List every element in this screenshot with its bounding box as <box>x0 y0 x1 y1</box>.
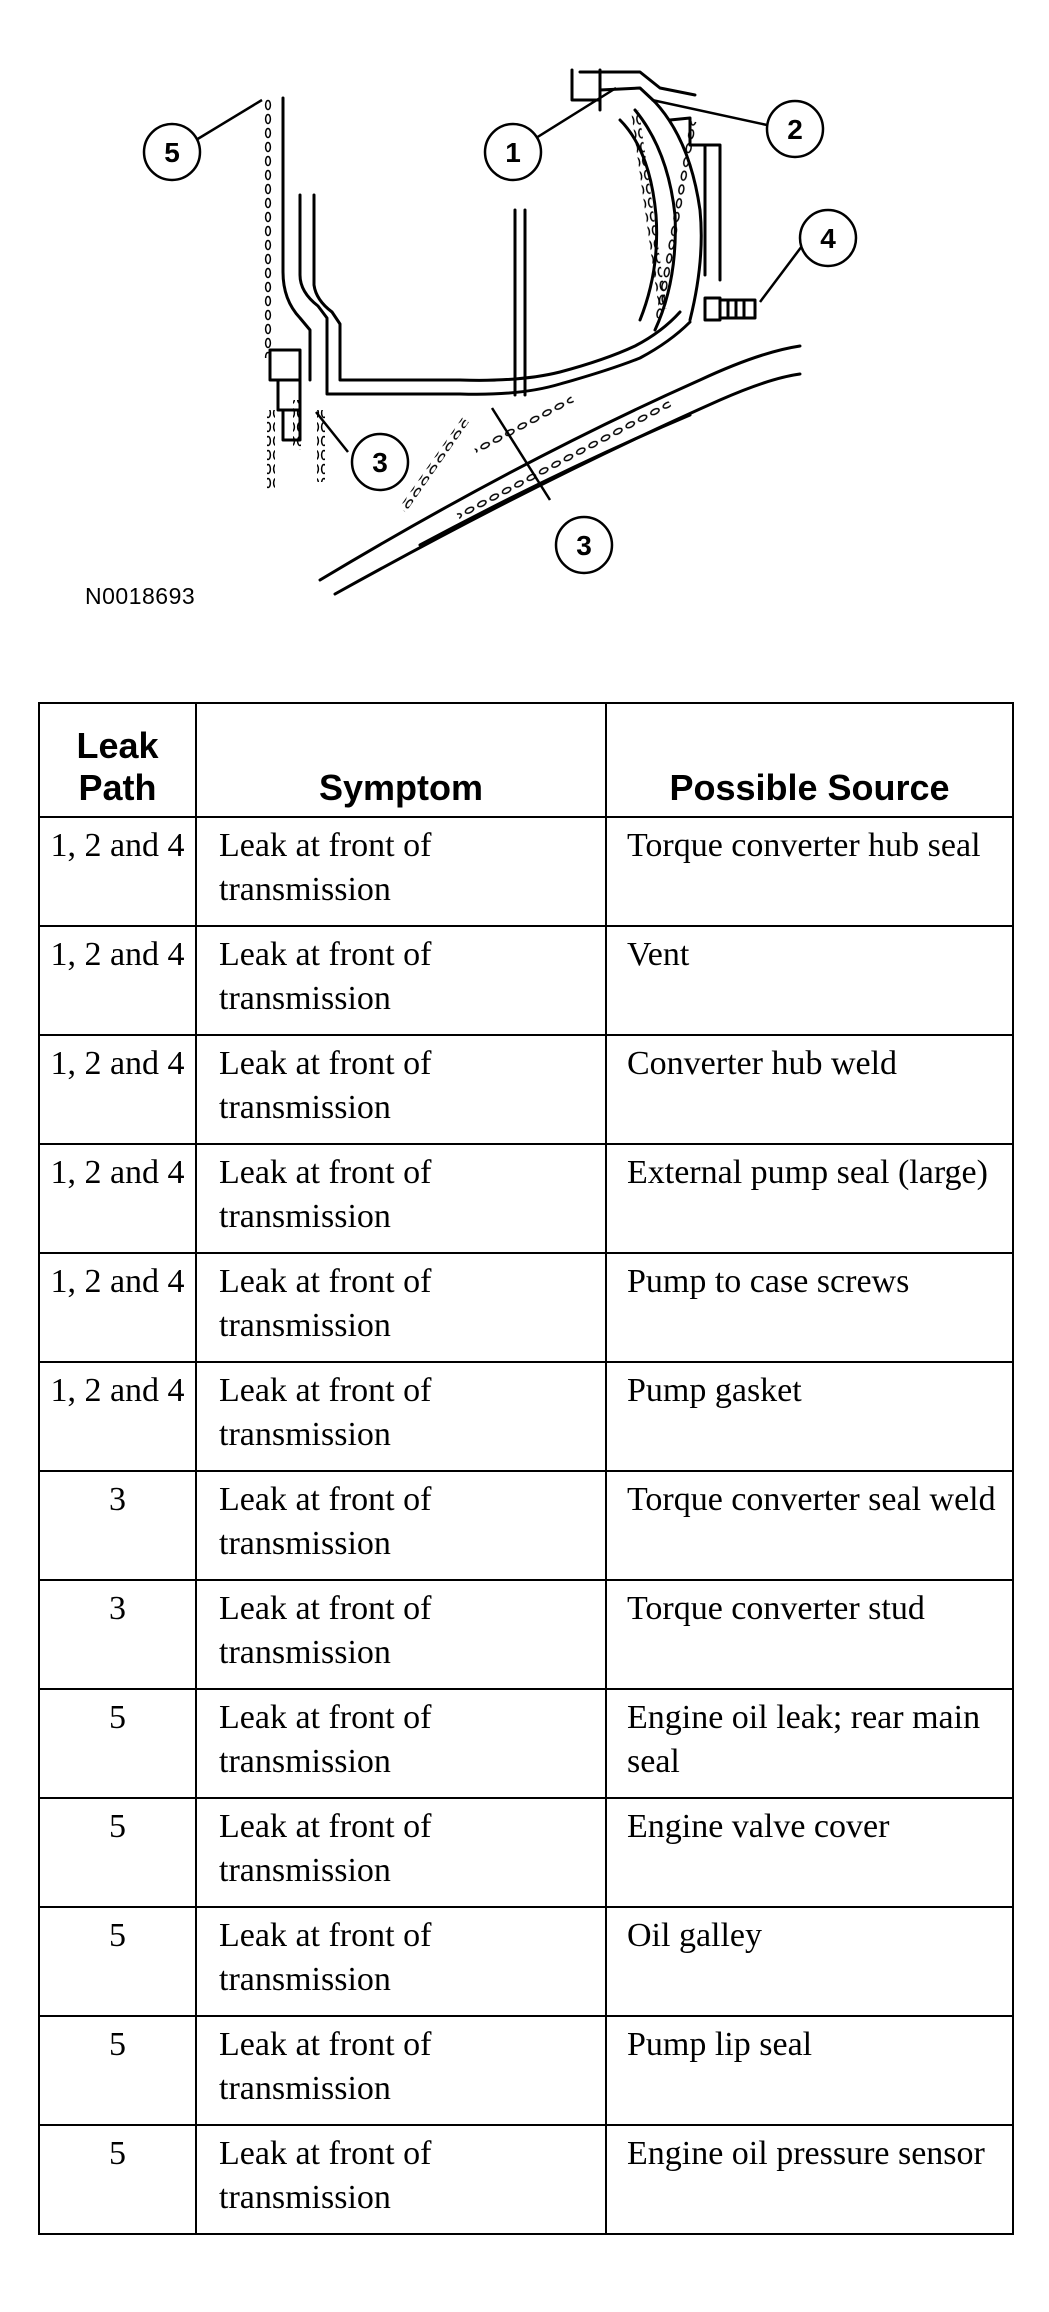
callout-3-right <box>556 517 612 573</box>
symptom-cell: Leak at front of transmission <box>196 1907 606 2016</box>
leak-path-cell: 1, 2 and 4 <box>39 817 196 926</box>
leak-diagnosis-table <box>38 702 1014 2235</box>
table-row <box>39 1689 1013 1798</box>
callout-2 <box>767 101 823 157</box>
symptom-cell: Leak at front of transmission <box>196 1144 606 1253</box>
transmission-leak-diagram <box>0 0 1049 620</box>
header-symptom: Symptom <box>196 703 606 817</box>
symptom-cell: Leak at front of transmission <box>196 1035 606 1144</box>
possible-source-cell: Converter hub weld <box>606 1035 1013 1144</box>
possible-source-cell: Pump lip seal <box>606 2016 1013 2125</box>
possible-source-cell: Pump to case screws <box>606 1253 1013 1362</box>
leak-path-cell: 1, 2 and 4 <box>39 1144 196 1253</box>
table-row <box>39 1907 1013 2016</box>
leak-path-cell: 1, 2 and 4 <box>39 1253 196 1362</box>
possible-source-cell: Oil galley <box>606 1907 1013 2016</box>
table-row <box>39 1798 1013 1907</box>
table-row <box>39 2016 1013 2125</box>
callout-5-label: 5 <box>164 137 180 168</box>
table-row <box>39 1580 1013 1689</box>
symptom-cell: Leak at front of transmission <box>196 1798 606 1907</box>
possible-source-cell: Torque converter stud <box>606 1580 1013 1689</box>
diagram-reference-number: N0018693 <box>85 583 196 609</box>
callout-3-right-label: 3 <box>576 530 592 561</box>
table-row <box>39 1253 1013 1362</box>
possible-source-cell: Engine oil pressure sensor <box>606 2125 1013 2234</box>
table-row <box>39 1144 1013 1253</box>
callout-2-label: 2 <box>787 114 803 145</box>
possible-source-cell: Engine valve cover <box>606 1798 1013 1907</box>
table-row <box>39 1362 1013 1471</box>
leak-path-cell: 3 <box>39 1471 196 1580</box>
leak-path-cell: 5 <box>39 1689 196 1798</box>
leak-path-cell: 1, 2 and 4 <box>39 1362 196 1471</box>
header-leak-path: Leak Path <box>39 703 196 817</box>
leak-path-cell: 5 <box>39 1798 196 1907</box>
possible-source-cell: Engine oil leak; rear main seal <box>606 1689 1013 1798</box>
leak-path-cell: 1, 2 and 4 <box>39 926 196 1035</box>
symptom-cell: Leak at front of transmission <box>196 1580 606 1689</box>
symptom-cell: Leak at front of transmission <box>196 1362 606 1471</box>
symptom-cell: Leak at front of transmission <box>196 2016 606 2125</box>
table-body <box>39 817 1013 2234</box>
possible-source-cell: Torque converter seal weld <box>606 1471 1013 1580</box>
callout-4 <box>800 210 856 266</box>
leak-path-cell: 5 <box>39 2016 196 2125</box>
table-row <box>39 2125 1013 2234</box>
callout-3-left <box>352 434 408 490</box>
leak-path-cell: 5 <box>39 2125 196 2234</box>
callout-3-left-label: 3 <box>372 447 388 478</box>
symptom-cell: Leak at front of transmission <box>196 1689 606 1798</box>
leak-path-cell: 5 <box>39 1907 196 2016</box>
table-row <box>39 1035 1013 1144</box>
callout-5 <box>144 124 200 180</box>
symptom-cell: Leak at front of transmission <box>196 926 606 1035</box>
callout-1 <box>485 124 541 180</box>
table-header-row <box>39 703 1013 817</box>
table-row <box>39 1471 1013 1580</box>
callout-4-label: 4 <box>820 223 836 254</box>
possible-source-cell: External pump seal (large) <box>606 1144 1013 1253</box>
possible-source-cell: Vent <box>606 926 1013 1035</box>
possible-source-cell: Pump gasket <box>606 1362 1013 1471</box>
leak-path-cell: 3 <box>39 1580 196 1689</box>
possible-source-cell: Torque converter hub seal <box>606 817 1013 926</box>
symptom-cell: Leak at front of transmission <box>196 1471 606 1580</box>
table-row <box>39 817 1013 926</box>
leak-path-cell: 1, 2 and 4 <box>39 1035 196 1144</box>
symptom-cell: Leak at front of transmission <box>196 1253 606 1362</box>
header-possible-source: Possible Source <box>606 703 1013 817</box>
table-row <box>39 926 1013 1035</box>
symptom-cell: Leak at front of transmission <box>196 2125 606 2234</box>
callout-1-label: 1 <box>505 137 521 168</box>
symptom-cell: Leak at front of transmission <box>196 817 606 926</box>
